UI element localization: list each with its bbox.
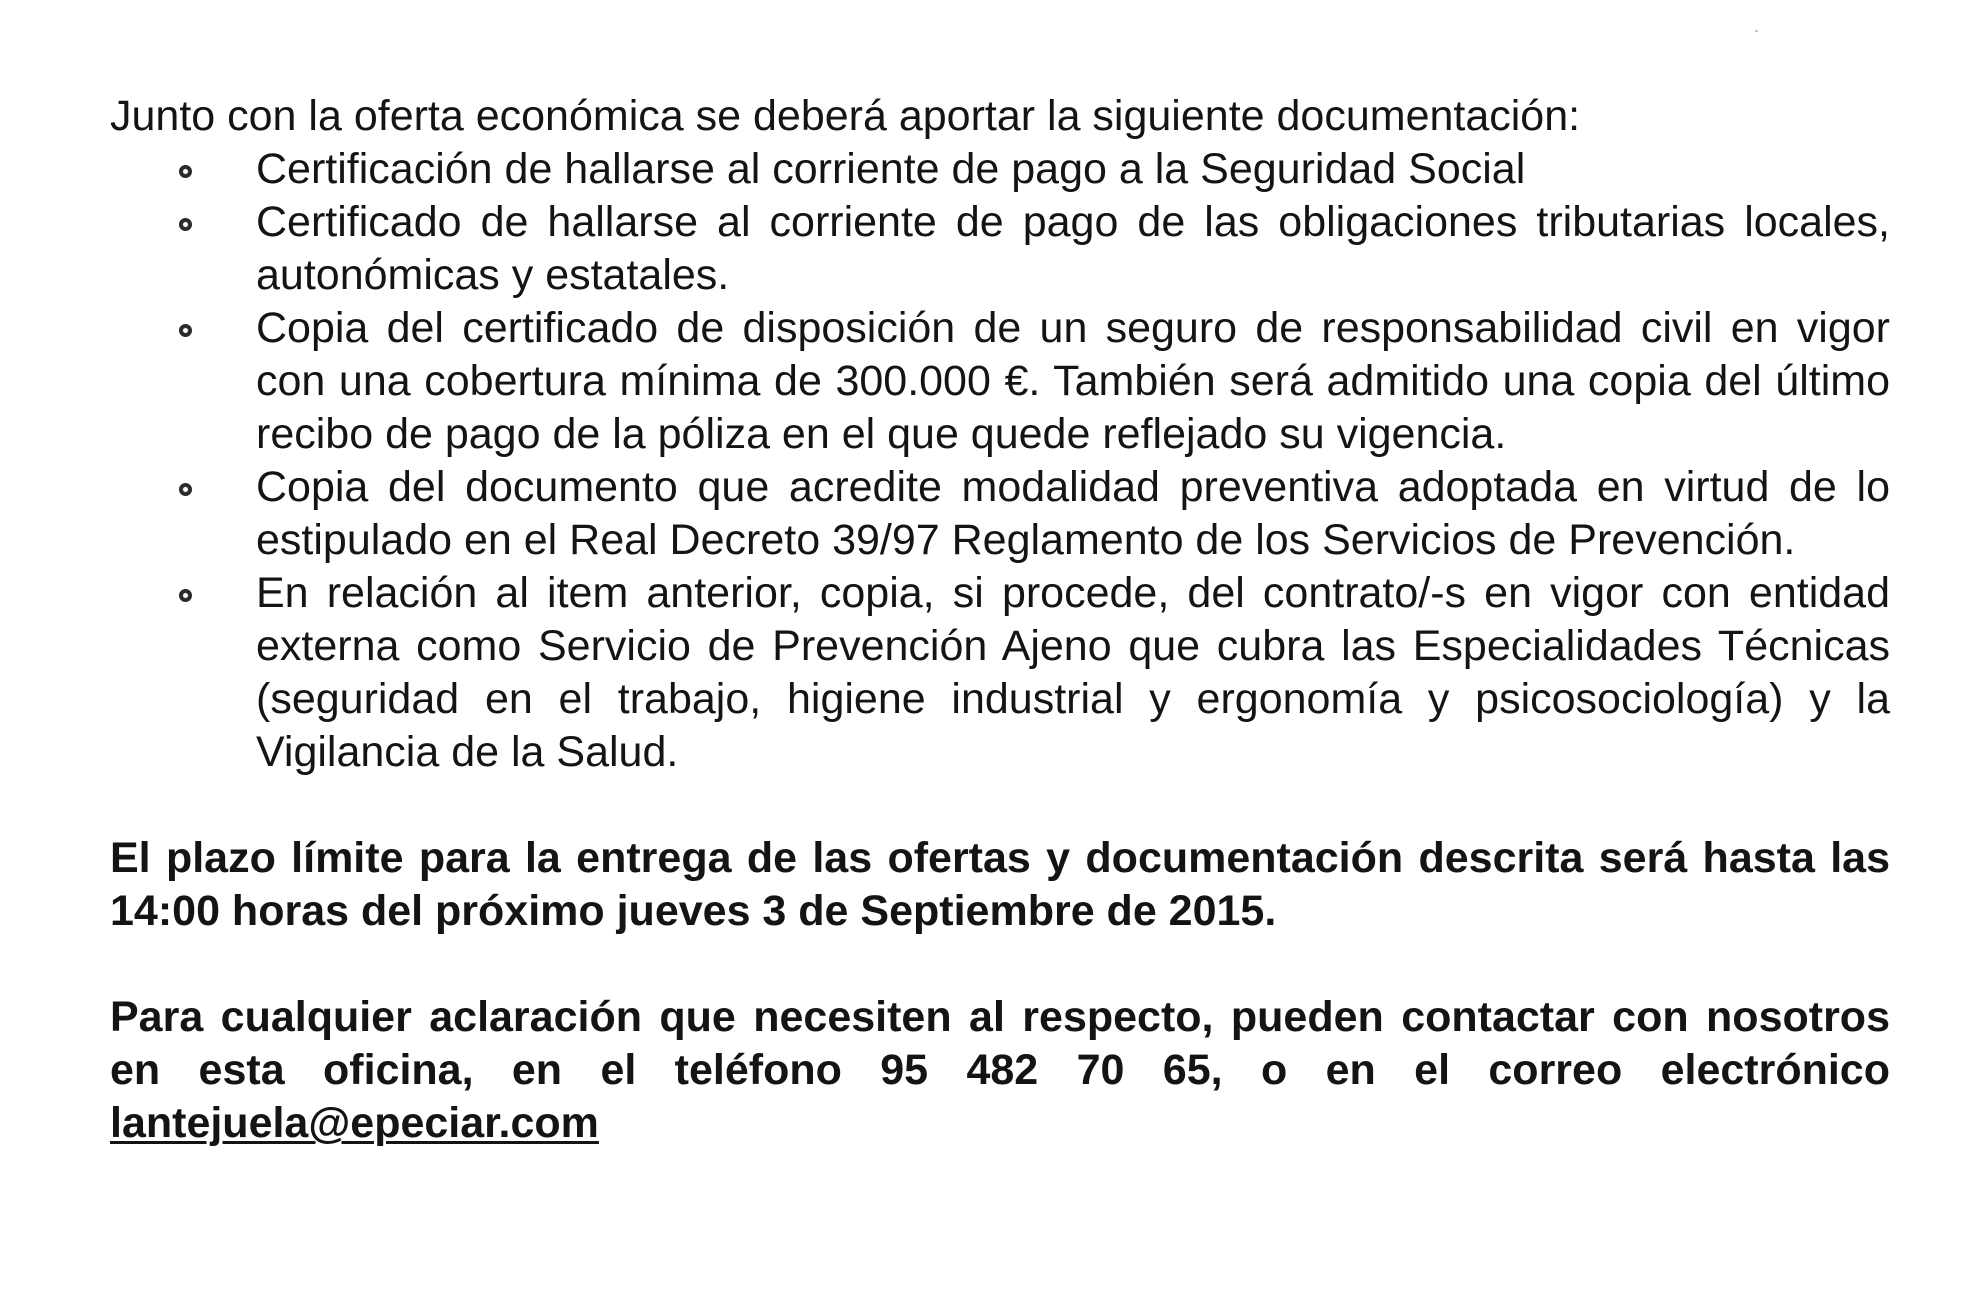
deadline-notice: El plazo límite para la entrega de las ofertas y documentación descrita será hasta las 14:00 horas del próximo jueves 3 de Septiembre de 2015. — [110, 834, 1890, 935]
contact-notice — [110, 991, 1890, 1150]
list-item — [110, 143, 1890, 196]
list-item-text: En relación al item anterior, copia, si procede, del contrato/-s en vigor con entidad externa como Servicio de Prevención Ajeno que cubra las Especialidades Técnicas (seguridad en el trabajo, higiene industrial y ergonomía y psicosociología) y la Vigilancia de la Salud. — [256, 569, 1890, 776]
scan-speck — [1755, 30, 1758, 32]
contact-text: Para cualquier aclaración que necesiten al respecto, pueden contactar con nosotros en esta oficina, en el teléfono 95 482 70 65, o en el correo electrónico — [110, 993, 1890, 1094]
list-item — [110, 567, 1890, 779]
list-item — [110, 302, 1890, 461]
list-item — [110, 461, 1890, 567]
bullet-circle-icon — [179, 589, 192, 602]
list-item — [110, 196, 1890, 302]
bullet-circle-icon — [179, 483, 192, 496]
list-item-text: Copia del certificado de disposición de un seguro de responsabilidad civil en vigor con una cobertura mínima de 300.000 €. También será admitido una copia del último recibo de pago de la póliza en el que quede reflejado su vigencia. — [256, 304, 1890, 458]
list-item-text: Copia del documento que acredite modalidad preventiva adoptada en virtud de lo estipulado en el Real Decreto 39/97 Reglamento de los Servicios de Prevención. — [256, 463, 1890, 564]
bullet-circle-icon — [179, 165, 192, 178]
intro-paragraph: Junto con la oferta económica se deberá aportar la siguiente documentación: — [110, 92, 1581, 140]
list-item-text: Certificación de hallarse al corriente de pago a la Seguridad Social — [256, 145, 1526, 193]
list-item-text: Certificado de hallarse al corriente de pago de las obligaciones tributarias locales, autonómicas y estatales. — [256, 198, 1890, 299]
bullet-circle-icon — [179, 324, 192, 337]
document-page — [110, 90, 1890, 1150]
email-link[interactable]: lantejuela@epeciar.com — [110, 1099, 599, 1147]
required-documents-list — [110, 143, 1890, 779]
bullet-circle-icon — [179, 218, 192, 231]
